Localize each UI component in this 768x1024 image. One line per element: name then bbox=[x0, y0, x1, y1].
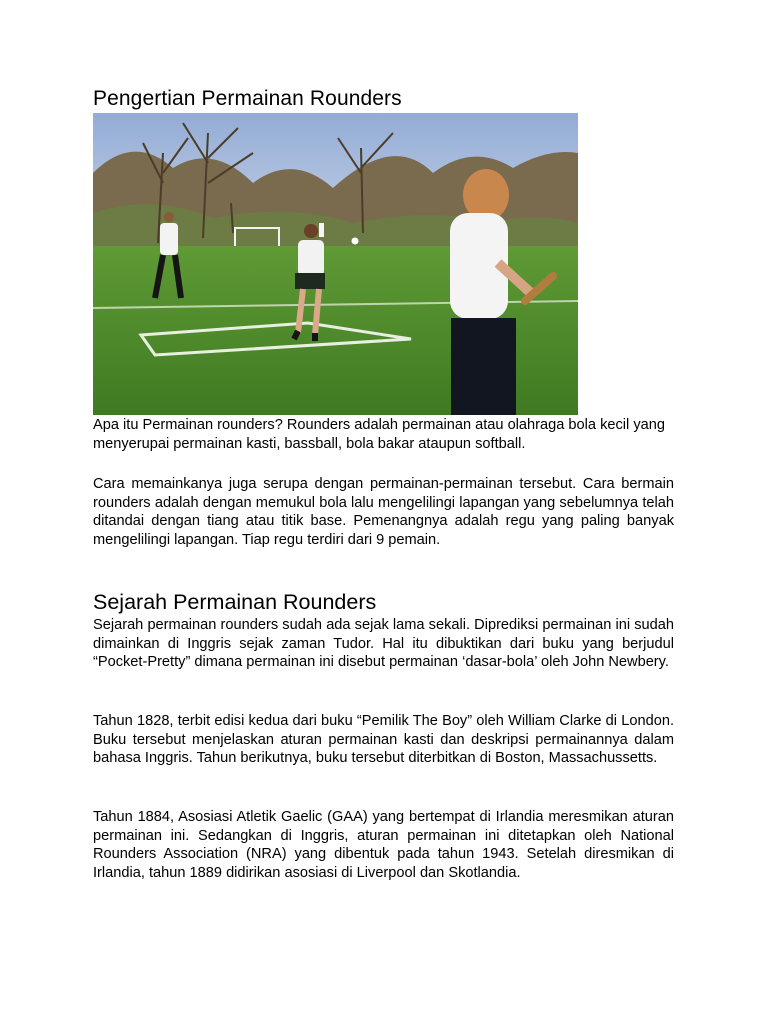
paragraph-history-1828: Tahun 1828, terbit edisi kedua dari buku “Pemilik The Boy” oleh William Clarke di London. Buku tersebut menjelaskan aturan permainan kasti dan deskripsi permainannya dalam bahasa Inggris. Tahun berikutnya, buku tersebut diterbitkan di Boston, Massachussetts. bbox=[93, 713, 674, 767]
paragraph-definition: Apa itu Permainan rounders? Rounders adalah permainan atau olahraga bola kecil yang menyerupai permainan kasti, bassball, bola bakar ataupun softball. bbox=[93, 417, 665, 452]
paragraph-history-origin: Sejarah permainan rounders sudah ada sejak lama sekali. Diprediksi permainan ini sudah dimainkan di Inggris sejak zaman Tudor. Hal itu dibuktikan dari buku yang berjudul “Pocket-Pretty” dimana permainan ini disebut permainan ‘dasar-bola’ oleh John Newbery. bbox=[93, 617, 674, 671]
paragraph-history-1884: Tahun 1884, Asosiasi Atletik Gaelic (GAA) yang bertempat di Irlandia meresmikan aturan permainan ini. Sedangkan di Inggris, aturan permainan ini ditetapkan oleh National Rounders Association (NRA) yang dibentuk pada tahun 1943. Setelah diresmikan di Irlandia, tahun 1889 didirikan asosiasi di Liverpool dan Skotlandia. bbox=[93, 809, 674, 881]
section-title-sejarah: Sejarah Permainan Rounders bbox=[93, 590, 377, 614]
rounders-photo bbox=[93, 113, 578, 415]
section-title-pengertian: Pengertian Permainan Rounders bbox=[93, 87, 402, 110]
paragraph-how-to-play: Cara memainkanya juga serupa dengan permainan-permainan tersebut. Cara bermain rounders adalah dengan memukul bola lalu mengelilingi lapangan yang sebelumnya telah ditandai dengan tiang atau titik base. Pemenangnya adalah regu yang paling banyak mengelilingi lapangan. Tiap regu terdiri dari 9 pemain. bbox=[93, 476, 674, 548]
